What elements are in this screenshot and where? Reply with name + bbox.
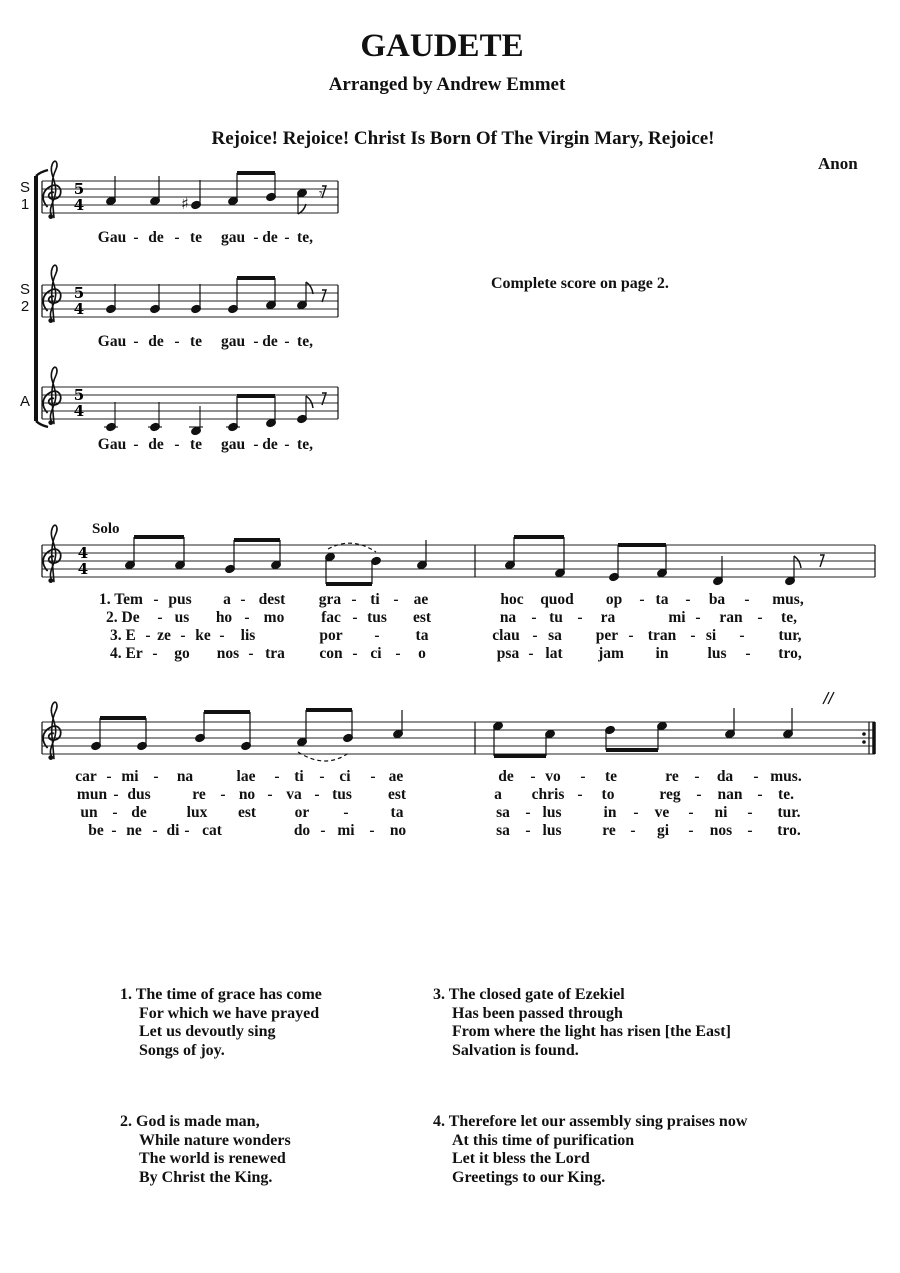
lyric-syllable: sa bbox=[548, 627, 562, 644]
lyric-hyphen: - bbox=[253, 436, 259, 453]
lyric-syllable: ve bbox=[654, 804, 670, 821]
lyric-syllable: hoc bbox=[500, 591, 524, 608]
staff-solo-system1 bbox=[42, 525, 875, 583]
translation-line: Has been passed through bbox=[452, 1004, 623, 1022]
notes-solo-system2 bbox=[91, 708, 794, 761]
svg-text:5: 5 bbox=[73, 284, 85, 302]
translation-line: The world is renewed bbox=[139, 1150, 286, 1167]
lyric-syllable: pus bbox=[168, 591, 192, 608]
lyric-hyphen: - bbox=[174, 436, 180, 453]
lyric-syllable: te, bbox=[781, 609, 797, 626]
lyric-syllable: te, bbox=[297, 229, 313, 246]
lyric-hyphen: - bbox=[152, 645, 158, 662]
lyric-syllable: re bbox=[602, 822, 616, 839]
lyric-hyphen: - bbox=[133, 333, 139, 350]
lyric-syllable: ta bbox=[655, 591, 669, 608]
translation-line: 2. God is made man, bbox=[120, 1113, 260, 1130]
lyric-hyphen: - bbox=[374, 627, 380, 644]
lyric-syllable: gau bbox=[220, 229, 246, 246]
lyric-hyphen: - bbox=[253, 229, 259, 246]
lyric-hyphen: - bbox=[747, 822, 753, 839]
lyric-syllable: do bbox=[293, 822, 311, 839]
lyric-syllable: ta bbox=[415, 627, 429, 644]
lyric-hyphen: - bbox=[744, 591, 750, 608]
lyric-hyphen: - bbox=[757, 786, 763, 803]
lyric-syllable: tra bbox=[265, 645, 285, 662]
lyric-hyphen: - bbox=[274, 768, 280, 785]
lyric-syllable: te, bbox=[297, 333, 313, 350]
lyric-syllable: mun bbox=[76, 786, 108, 803]
svg-text:4: 4 bbox=[73, 196, 85, 214]
lyric-syllable: ni bbox=[714, 804, 728, 821]
lyric-syllable: de bbox=[262, 333, 278, 350]
lyric-syllable: 2. De bbox=[106, 609, 140, 626]
lyric-hyphen: - bbox=[695, 609, 701, 626]
lyric-syllable: tus bbox=[367, 609, 387, 626]
voice-label-bottom: 1 bbox=[20, 196, 30, 213]
lyric-syllable: te bbox=[189, 436, 203, 453]
lyric-syllable: quod bbox=[540, 591, 574, 608]
lyric-hyphen: - bbox=[180, 627, 186, 644]
lyric-hyphen: - bbox=[157, 609, 163, 626]
lyric-hyphen: - bbox=[145, 627, 151, 644]
translation-line: From where the light has risen [the East] bbox=[452, 1023, 731, 1040]
lyric-syllable: 4. Er bbox=[110, 645, 143, 662]
lyric-syllable: est bbox=[237, 804, 257, 821]
lyric-syllable: mi bbox=[121, 768, 139, 785]
lyric-hyphen: - bbox=[753, 768, 759, 785]
lyric-hyphen: - bbox=[745, 645, 751, 662]
lyric-hyphen: - bbox=[528, 645, 534, 662]
arranger-credit: Arranged by Andrew Emmet bbox=[328, 74, 566, 95]
lyric-hyphen: - bbox=[248, 645, 254, 662]
lyric-syllable: ze bbox=[157, 627, 171, 644]
lyric-hyphen: - bbox=[370, 768, 376, 785]
lyric-syllable: us bbox=[174, 609, 190, 626]
lyric-hyphen: - bbox=[319, 768, 325, 785]
lyric-hyphen: - bbox=[343, 804, 349, 821]
lyric-syllable: mi bbox=[337, 822, 355, 839]
lyric-syllable: da bbox=[716, 768, 734, 785]
lyric-hyphen: - bbox=[106, 768, 112, 785]
lyric-syllable: por bbox=[319, 627, 343, 644]
lyric-syllable: nan bbox=[717, 786, 743, 803]
translation-line: Let us devoutly sing bbox=[139, 1023, 276, 1040]
lyric-syllable: de bbox=[131, 804, 147, 821]
lyric-syllable: gau bbox=[220, 333, 246, 350]
svg-text:♯: ♯ bbox=[181, 194, 189, 213]
lyric-syllable: re bbox=[665, 768, 679, 785]
lyric-syllable: tur, bbox=[778, 627, 802, 644]
svg-text:𝄾: 𝄾 bbox=[319, 186, 323, 202]
lyric-syllable: o bbox=[418, 645, 426, 662]
voice-label-top: S bbox=[19, 179, 30, 196]
lyric-hyphen: - bbox=[153, 768, 159, 785]
lyric-hyphen: - bbox=[220, 786, 226, 803]
lyric-syllable: tran bbox=[647, 627, 677, 644]
lyric-hyphen: - bbox=[244, 609, 250, 626]
svg-text:4: 4 bbox=[73, 402, 85, 420]
translation-line: While nature wonders bbox=[139, 1131, 291, 1149]
lyric-syllable: un bbox=[80, 804, 98, 821]
lyric-syllable: cat bbox=[202, 822, 222, 839]
lyric-syllable: lat bbox=[545, 645, 563, 662]
lyric-syllable: ba bbox=[708, 591, 726, 608]
translation-line: Songs of joy. bbox=[139, 1041, 225, 1059]
lyric-syllable: mus, bbox=[772, 591, 804, 608]
lyric-syllable: de bbox=[498, 768, 514, 785]
staff-soprano2 bbox=[42, 265, 338, 323]
lyric-syllable: chris bbox=[531, 786, 565, 803]
lyric-syllable: te bbox=[189, 229, 203, 246]
lyric-hyphen: - bbox=[284, 333, 290, 350]
lyric-syllable: in bbox=[655, 645, 669, 662]
lyric-hyphen: - bbox=[152, 822, 158, 839]
lyric-syllable: no bbox=[389, 822, 407, 839]
lyric-syllable: te bbox=[189, 333, 203, 350]
svg-text:4: 4 bbox=[77, 544, 89, 562]
lyric-syllable: in bbox=[603, 804, 617, 821]
lyric-syllable: re bbox=[192, 786, 206, 803]
lyric-syllable: go bbox=[174, 645, 190, 662]
lyric-syllable: mi bbox=[668, 609, 686, 626]
lyric-syllable: ta bbox=[390, 804, 404, 821]
lyric-hyphen: - bbox=[694, 768, 700, 785]
lyric-syllable: a bbox=[223, 591, 231, 608]
staff-soprano1 bbox=[42, 161, 338, 219]
lyric-syllable: na bbox=[176, 768, 194, 785]
lyric-syllable: con bbox=[319, 645, 343, 662]
lyric-syllable: 3. E bbox=[110, 627, 136, 644]
solo-label: Solo bbox=[92, 521, 120, 537]
lyric-hyphen: - bbox=[690, 627, 696, 644]
svg-text:5: 5 bbox=[73, 386, 85, 404]
lyric-syllable: ti bbox=[294, 768, 304, 785]
lyric-syllable: gi bbox=[656, 822, 670, 839]
lyric-syllable: jam bbox=[598, 645, 624, 662]
lyric-syllable: ti bbox=[370, 591, 380, 608]
lyric-syllable: te bbox=[604, 768, 618, 785]
lyric-hyphen: - bbox=[219, 627, 225, 644]
lyric-syllable: est bbox=[387, 786, 407, 803]
lyric-syllable: gra bbox=[318, 591, 342, 608]
lyric-hyphen: - bbox=[174, 229, 180, 246]
lyric-hyphen: - bbox=[577, 786, 583, 803]
lyric-syllable: per bbox=[595, 627, 619, 644]
lyric-syllable: ae bbox=[388, 768, 404, 785]
lyric-hyphen: - bbox=[757, 609, 763, 626]
lyric-syllable: lis bbox=[240, 627, 256, 644]
svg-text:4: 4 bbox=[73, 300, 85, 318]
lyric-syllable: na bbox=[499, 609, 517, 626]
lyric-syllable: psa bbox=[496, 645, 520, 662]
lyric-hyphen: - bbox=[739, 627, 745, 644]
subtitle: Rejoice! Rejoice! Christ Is Born Of The Virgin Mary, Rejoice! bbox=[211, 128, 715, 149]
staff-alto bbox=[42, 367, 338, 425]
lyric-hyphen: - bbox=[628, 627, 634, 644]
lyric-syllable: or bbox=[294, 804, 310, 821]
lyric-hyphen: - bbox=[351, 591, 357, 608]
lyric-hyphen: - bbox=[525, 804, 531, 821]
staff-solo-system2 bbox=[42, 692, 875, 760]
lyric-syllable: de bbox=[148, 436, 164, 453]
lyric-syllable: vo bbox=[545, 768, 561, 785]
lyric-syllable: est bbox=[412, 609, 432, 626]
translation-line: Let it bless the Lord bbox=[452, 1150, 590, 1167]
lyric-syllable: tu bbox=[549, 609, 563, 626]
lyric-syllable: ke bbox=[195, 627, 211, 644]
translation-line: At this time of purification bbox=[452, 1131, 635, 1149]
lyric-syllable: tro. bbox=[777, 822, 801, 839]
translation-line: For which we have prayed bbox=[139, 1004, 320, 1022]
lyric-hyphen: - bbox=[320, 822, 326, 839]
lyric-syllable: no bbox=[238, 786, 256, 803]
lyric-syllable: 1. Tem bbox=[99, 591, 143, 608]
lyric-hyphen: - bbox=[685, 591, 691, 608]
svg-text:5: 5 bbox=[73, 180, 85, 198]
translation-line: By Christ the King. bbox=[139, 1168, 273, 1186]
lyric-syllable: ne bbox=[126, 822, 142, 839]
translation-line: 4. Therefore let our assembly sing praises now bbox=[433, 1113, 748, 1130]
lyric-syllable: op bbox=[605, 591, 623, 608]
lyric-hyphen: - bbox=[133, 436, 139, 453]
lyric-syllable: fac bbox=[321, 609, 341, 626]
lyric-syllable: te, bbox=[297, 436, 313, 453]
lyric-syllable: Gau bbox=[97, 436, 127, 453]
lyric-syllable: nos bbox=[216, 645, 240, 662]
lyric-hyphen: - bbox=[633, 804, 639, 821]
lyric-syllable: ci bbox=[339, 768, 351, 785]
lyric-syllable: de bbox=[148, 229, 164, 246]
lyric-syllable: mus. bbox=[770, 768, 802, 785]
lyric-hyphen: - bbox=[284, 229, 290, 246]
composer-credit: Anon bbox=[818, 154, 858, 173]
lyric-syllable: ran bbox=[719, 609, 743, 626]
lyric-syllable: lux bbox=[186, 804, 208, 821]
lyric-hyphen: - bbox=[174, 333, 180, 350]
score-note: Complete score on page 2. bbox=[491, 275, 669, 292]
lyric-syllable: ho bbox=[215, 609, 233, 626]
lyric-syllable: gau bbox=[220, 436, 246, 453]
voice-label-bottom: 2 bbox=[20, 298, 30, 315]
lyric-syllable: lus bbox=[707, 645, 727, 662]
lyric-hyphen: - bbox=[530, 768, 536, 785]
lyric-syllable: di bbox=[166, 822, 180, 839]
lyric-syllable: reg bbox=[659, 786, 681, 803]
lyric-hyphen: - bbox=[253, 333, 259, 350]
lyric-hyphen: - bbox=[531, 609, 537, 626]
lyric-syllable: tro, bbox=[778, 645, 802, 662]
voice-label-top: A bbox=[19, 393, 30, 410]
lyric-syllable: mo bbox=[263, 609, 285, 626]
translation-line: Greetings to our King. bbox=[452, 1168, 606, 1186]
lyric-hyphen: - bbox=[352, 609, 358, 626]
lyric-hyphen: - bbox=[630, 822, 636, 839]
lyric-syllable: lus bbox=[542, 804, 562, 821]
lyric-syllable: de bbox=[262, 436, 278, 453]
lyric-hyphen: - bbox=[112, 804, 118, 821]
lyric-syllable: sa bbox=[496, 822, 510, 839]
lyric-syllable: tur. bbox=[777, 804, 801, 821]
translation-line: 1. The time of grace has come bbox=[120, 986, 322, 1003]
lyric-syllable: ra bbox=[600, 609, 616, 626]
notes-soprano1 bbox=[106, 173, 326, 214]
lyric-syllable: sa bbox=[496, 804, 510, 821]
translation-line: 3. The closed gate of Ezekiel bbox=[433, 986, 625, 1003]
lyric-syllable: lus bbox=[542, 822, 562, 839]
lyric-hyphen: - bbox=[532, 627, 538, 644]
lyric-hyphen: - bbox=[369, 822, 375, 839]
lyric-syllable: de bbox=[262, 229, 278, 246]
lyric-hyphen: - bbox=[133, 229, 139, 246]
lyric-hyphen: - bbox=[395, 645, 401, 662]
svg-text:4: 4 bbox=[77, 560, 89, 578]
lyric-syllable: dus bbox=[127, 786, 151, 803]
lyric-hyphen: - bbox=[688, 822, 694, 839]
lyric-hyphen: - bbox=[284, 436, 290, 453]
lyric-syllable: nos bbox=[709, 822, 733, 839]
lyric-hyphen: - bbox=[577, 609, 583, 626]
lyric-hyphen: - bbox=[352, 645, 358, 662]
lyric-hyphen: - bbox=[639, 591, 645, 608]
lyric-syllable: a bbox=[494, 786, 502, 803]
lyric-hyphen: - bbox=[580, 768, 586, 785]
lyric-syllable: lae bbox=[236, 768, 256, 785]
lyric-hyphen: - bbox=[696, 786, 702, 803]
lyric-hyphen: - bbox=[113, 786, 119, 803]
lyric-hyphen: - bbox=[111, 822, 117, 839]
lyric-hyphen: - bbox=[314, 786, 320, 803]
lyric-hyphen: - bbox=[153, 591, 159, 608]
lyric-hyphen: - bbox=[747, 804, 753, 821]
lyric-syllable: te. bbox=[778, 786, 794, 803]
lyric-syllable: be bbox=[88, 822, 104, 839]
lyric-syllable: to bbox=[601, 786, 615, 803]
translation-line: Salvation is found. bbox=[452, 1041, 579, 1059]
lyric-syllable: ci bbox=[370, 645, 382, 662]
voice-label-top: S bbox=[19, 281, 30, 298]
lyric-hyphen: - bbox=[240, 591, 246, 608]
lyric-syllable: va bbox=[286, 786, 302, 803]
lyric-hyphen: - bbox=[525, 822, 531, 839]
lyric-syllable: car bbox=[75, 768, 97, 785]
lyric-hyphen: - bbox=[267, 786, 273, 803]
lyric-hyphen: - bbox=[184, 822, 190, 839]
lyric-syllable: de bbox=[148, 333, 164, 350]
lyric-syllable: tus bbox=[332, 786, 352, 803]
page-title: GAUDETE bbox=[360, 28, 524, 64]
lyric-syllable: dest bbox=[258, 591, 286, 608]
lyric-syllable: Gau bbox=[97, 333, 127, 350]
lyric-syllable: ae bbox=[413, 591, 429, 608]
notes-soprano2 bbox=[106, 278, 326, 314]
lyric-syllable: Gau bbox=[97, 229, 127, 246]
lyric-hyphen: - bbox=[688, 804, 694, 821]
notes-alto bbox=[104, 393, 326, 436]
lyric-syllable: clau bbox=[492, 627, 520, 644]
lyric-hyphen: - bbox=[393, 591, 399, 608]
lyric-syllable: si bbox=[705, 627, 717, 644]
